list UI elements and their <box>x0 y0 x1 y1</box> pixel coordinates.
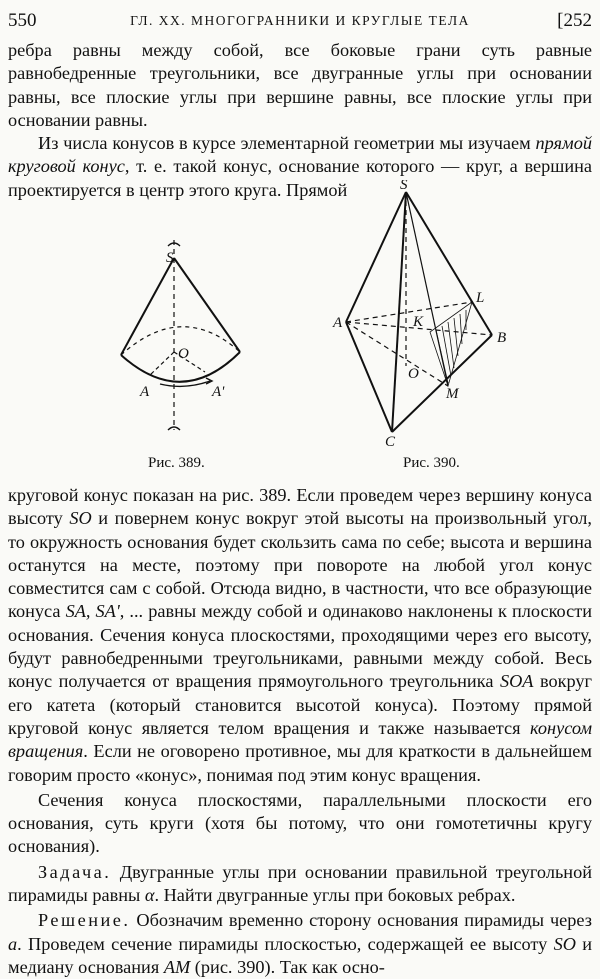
section-number: [252 <box>557 10 592 31</box>
edge-AC <box>346 322 392 432</box>
solution-text-b: . Проведем сечение пирамиды плоскостью, содержащей ее высоту <box>17 933 554 954</box>
task-paragraph <box>8 861 592 908</box>
label-M: M <box>446 386 459 402</box>
task-alpha: α <box>144 885 155 906</box>
label-L: L <box>476 290 485 306</box>
running-header <box>8 10 592 34</box>
solution-var-a: a <box>8 933 18 954</box>
solution-label: Решение. <box>38 910 131 931</box>
p3-text-c: , ... равны между собой и одинаково наклонены к плоскости основания. Сечения конуса плоскостями, проходящими через его высоту, будут равнобедренными треугольниками, равными между собой. Весь конус получается от вращения прямоугольного треугольника <box>8 601 593 692</box>
line-SM <box>406 192 448 386</box>
p3-text-d: вокруг его катета (который становится высотой конуса). Поэтому прямой круговой конус является телом вращения и также называется <box>8 671 593 738</box>
label-O: O <box>408 366 419 382</box>
line-AL <box>346 302 472 322</box>
p3-text-e: . Если не оговорено противное, мы для краткости в дальнейшем говорим просто «конус», понимая под этим конус вращения. <box>8 741 592 785</box>
page-number: 550 <box>8 10 37 31</box>
top-text <box>8 39 592 132</box>
p3-sa: SA, SA' <box>65 601 120 622</box>
figure-390 <box>0 180 600 480</box>
solution-paragraph <box>8 909 592 979</box>
term-right-circular-cone: прямой круговой конус <box>8 133 592 177</box>
caption-390: Рис. 390. <box>403 455 460 471</box>
label-C: C <box>385 434 396 450</box>
label-B: B <box>497 330 507 346</box>
p3-soa: SOA <box>499 671 534 692</box>
p3-text-a: круговой конус показан на рис. 389. Если проведем через вершину конуса высоту <box>8 485 592 529</box>
section-hatching <box>436 310 466 383</box>
solution-so: SO <box>553 933 576 954</box>
task-text-a: Двугранные углы при основании правильной треугольной пирамиды равны <box>8 861 592 906</box>
edge-SA <box>346 192 406 322</box>
label-O: O <box>178 346 189 362</box>
paragraph-1: ребра равны между собой, все боковые грани суть равные равнобедренные треугольники, все двугранные углы при основании равны, все плоские углы при вершине равны, все плоские углы при основании равны. <box>8 40 592 130</box>
paragraph-2-text-cont: , т. е. такой конус, основание которого — круг, а вершина проектируется в центр этого круга. Прямой <box>8 156 592 200</box>
solution-text-c: и медиану основания <box>8 933 593 977</box>
p3-text-b: и повернем конус вокруг этой высоты на произвольный угол, то окружность основания будет скользить сама по себе; высота и вершина останутся на месте, поэтому при повороте на любой угол конус совместится сам с собой. Отсюда видно, в частности, что все образующие конуса <box>8 508 592 622</box>
paragraph-4: Сечения конуса плоскостями, параллельными плоскости его основания, суть круги (хотя бы потому, что они гомотетичны кругу основания). <box>8 789 592 857</box>
running-title: ГЛ. XX. МНОГОГРАННИКИ И КРУГЛЫЕ ТЕЛА <box>130 13 470 28</box>
p3-so: SO <box>69 508 92 529</box>
label-A: A <box>140 384 150 400</box>
edge-SC <box>392 192 406 432</box>
body-text <box>8 484 592 979</box>
label-A: A <box>333 315 343 331</box>
edge-BC <box>392 335 492 432</box>
paragraph-3 <box>8 484 592 787</box>
solution-text-a: Обозначим временно сторону основания пирамиды через <box>130 910 592 931</box>
caption-389: Рис. 389. <box>148 455 205 471</box>
solution-text-d: (рис. 390). Так как осно- <box>190 956 385 977</box>
label-K: K <box>413 314 424 330</box>
task-text-b: . Найти двугранные углы при боковых ребрах. <box>154 885 516 906</box>
paragraph-2-text: Из числа конусов в курсе элементарной геометрии мы изучаем <box>38 133 536 153</box>
label-S: S <box>400 180 408 193</box>
term-cone-of-rotation: конусом вращения <box>8 717 592 762</box>
label-A1: A' <box>212 384 225 400</box>
solution-am: AM <box>163 956 191 977</box>
label-S: S <box>166 250 174 266</box>
task-label: Задача. <box>38 861 112 882</box>
figures <box>0 180 600 480</box>
